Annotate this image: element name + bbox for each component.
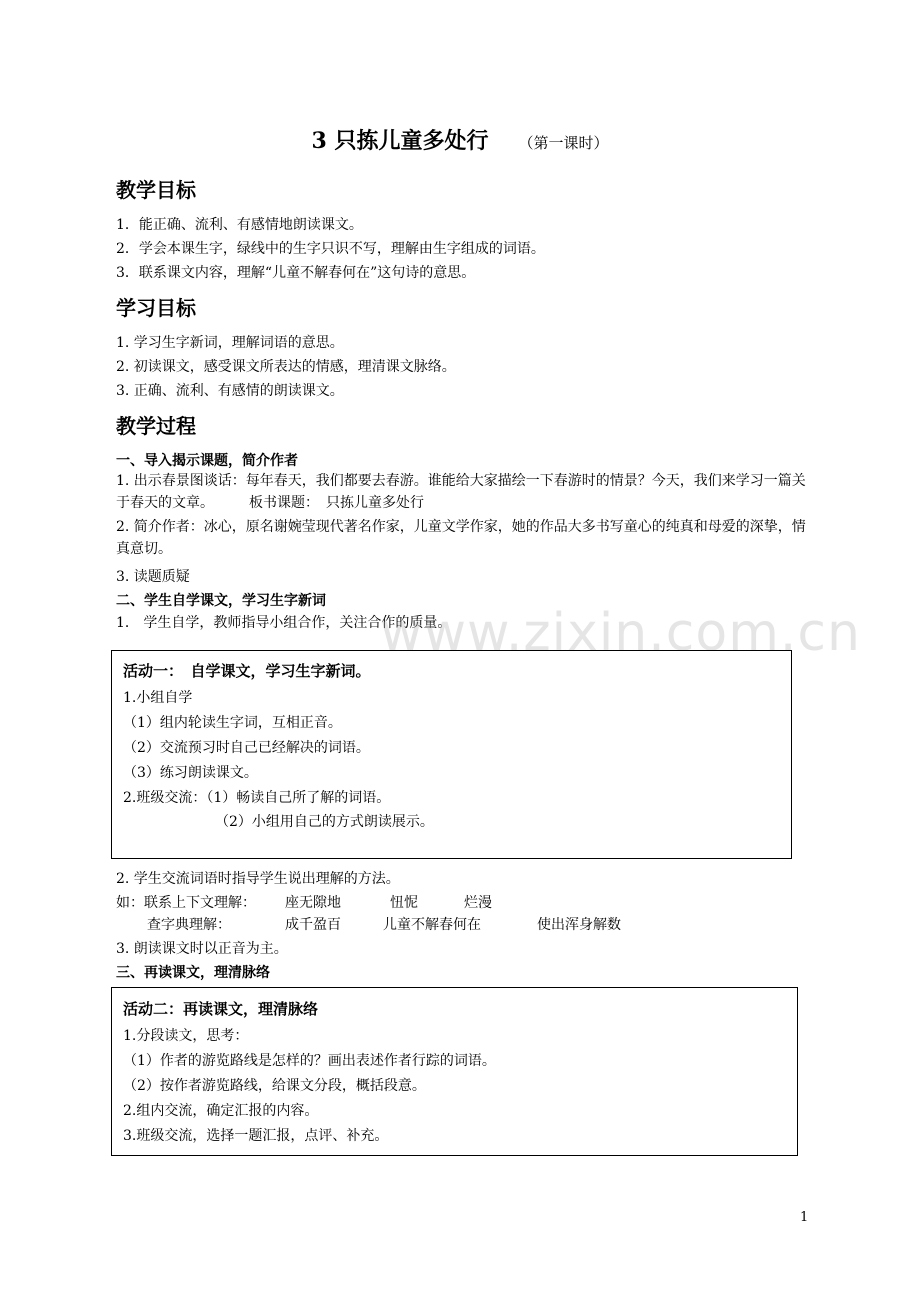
learning-goal-1: 1. 学习生字新词，理解词语的意思。 — [116, 335, 344, 351]
section-2-heading: 二、学生自学课文，学习生字新词 — [116, 593, 326, 609]
page-number: 1 — [800, 1210, 809, 1225]
section-3-heading: 三、再读课文，理清脉络 — [116, 965, 270, 981]
section-2-paragraph-1: 1． 学生自学，教师指导小组合作，关注合作的质量。 — [116, 615, 452, 631]
method-2-label: 查字典理解： — [147, 917, 231, 933]
activity-1-title: 活动一： 自学课文，学习生字新词。 — [123, 662, 371, 680]
watermark: www.zixin.com.cn — [380, 603, 861, 663]
method-2-word-3: 使出浑身解数 — [537, 917, 621, 933]
activity-2-line-2: （1）作者的游览路线是怎样的？画出表述作者行踪的词语。 — [123, 1053, 496, 1069]
section-1-paragraph-1: 1. 出示春景图谈话：每年春天，我们都要去春游。谁能给大家描绘一下春游时的情景？今天，我们来学习一篇关于春天的文章。 板书课题： 只拣儿童多处行 — [116, 473, 806, 511]
method-2-word-1: 成千盈百 — [285, 917, 341, 933]
method-2-word-2: 儿童不解春何在 — [383, 917, 481, 933]
page-title — [0, 124, 920, 155]
section-1-paragraph-2: 2. 简介作者：冰心，原名谢婉莹现代著名作家，儿童文学作家，她的作品大多书写童心的纯真和母爱的深挚，情真意切。 — [116, 519, 806, 557]
section-1-heading: 一、导入揭示课题，简介作者 — [116, 453, 298, 469]
activity-2-box — [111, 987, 798, 1156]
activity-2-title: 活动二：再读课文，理清脉络 — [123, 1000, 319, 1018]
section-2-paragraph-3: 3. 朗读课文时以正音为主。 — [116, 941, 288, 957]
method-1-word-1: 座无隙地 — [285, 895, 341, 911]
title-sub: （第一课时） — [518, 134, 609, 152]
teaching-goal-3: 3．联系课文内容，理解“儿童不解春何在”这句诗的意思。 — [116, 265, 476, 281]
activity-1-line-2: （1）组内轮读生字词，互相正音。 — [123, 715, 342, 731]
activity-1-line-5: 2.班级交流：（1）畅读自己所了解的词语。 — [123, 790, 391, 806]
title-main: 3 只拣儿童多处行 — [311, 128, 489, 154]
section-1-paragraph-3: 3. 读题质疑 — [116, 569, 190, 585]
activity-1-line-1: 1.小组自学 — [123, 690, 193, 706]
activity-2-line-5: 3.班级交流，选择一题汇报，点评、补充。 — [123, 1128, 389, 1144]
teaching-goal-2: 2．学会本课生字，绿线中的生字只识不写，理解由生字组成的词语。 — [116, 241, 545, 257]
method-1-label: 如：联系上下文理解： — [116, 895, 256, 911]
method-1-word-3: 烂漫 — [464, 895, 492, 911]
learning-goals-heading: 学习目标 — [116, 296, 196, 320]
process-heading: 教学过程 — [116, 414, 196, 438]
activity-2-line-1: 1.分段读文，思考： — [123, 1028, 249, 1044]
section-2-paragraph-2: 2. 学生交流词语时指导学生说出理解的方法。 — [116, 871, 400, 887]
teaching-goals-heading: 教学目标 — [116, 178, 196, 202]
activity-2-line-3: （2）按作者游览路线，给课文分段，概括段意。 — [123, 1078, 426, 1094]
activity-2-line-4: 2.组内交流，确定汇报的内容。 — [123, 1103, 319, 1119]
activity-1-line-6: （2）小组用自己的方式朗读展示。 — [215, 814, 434, 830]
learning-goal-3: 3. 正确、流利、有感情的朗读课文。 — [116, 383, 344, 399]
learning-goal-2: 2. 初读课文，感受课文所表达的情感，理清课文脉络。 — [116, 359, 456, 375]
activity-1-line-4: （3）练习朗读课文。 — [123, 765, 258, 781]
teaching-goal-1: 1．能正确、流利、有感情地朗读课文。 — [116, 217, 363, 233]
method-1-word-2: 忸怩 — [390, 895, 418, 911]
activity-1-line-3: （2）交流预习时自己已经解决的词语。 — [123, 740, 370, 756]
activity-1-box — [111, 650, 792, 859]
